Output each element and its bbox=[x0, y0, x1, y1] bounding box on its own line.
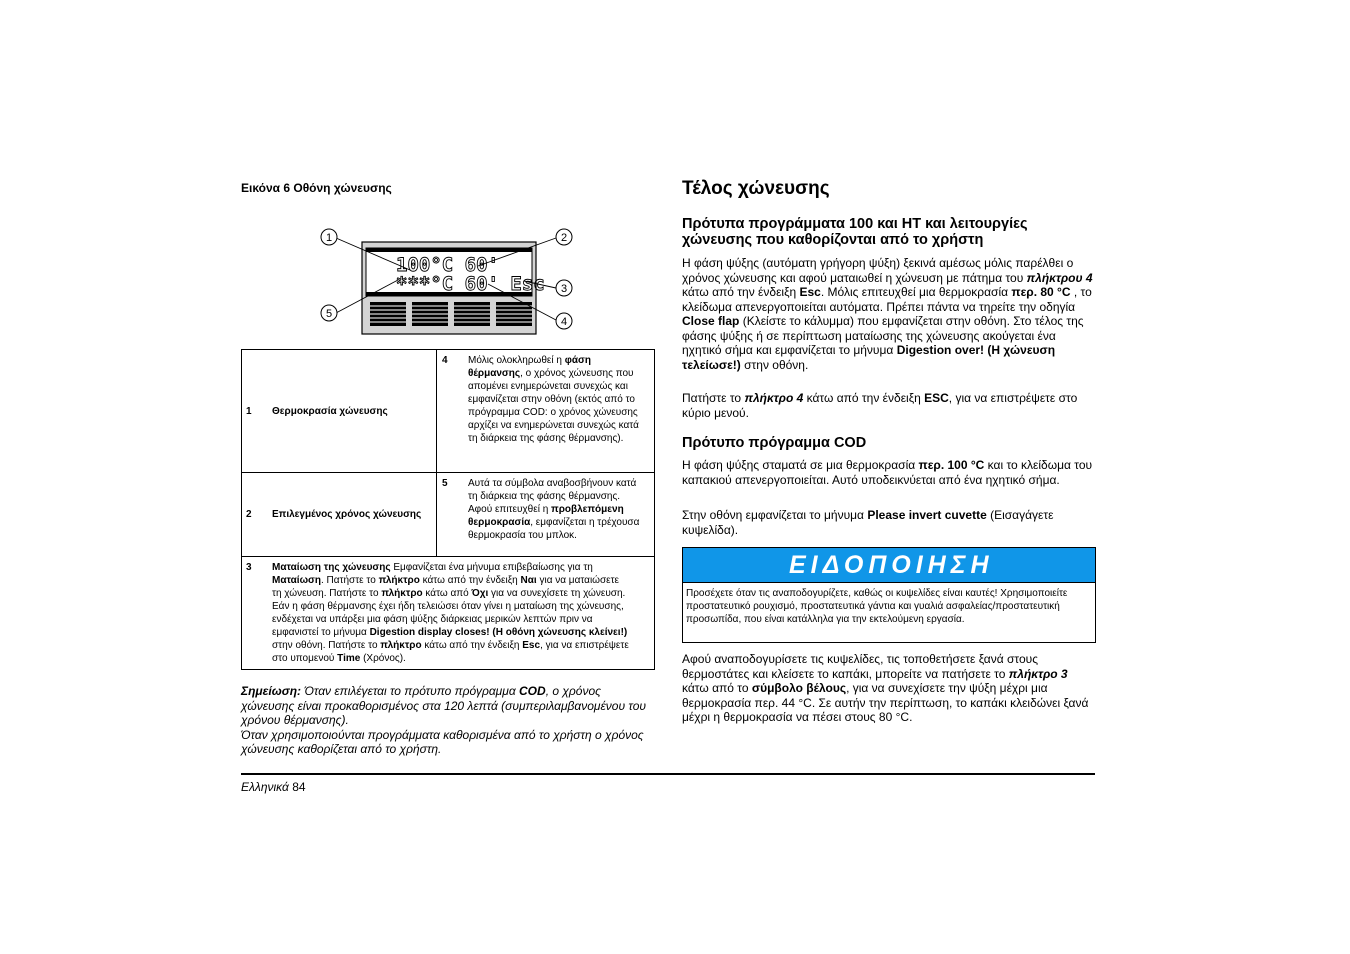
note: Σημείωση: Όταν επιλέγεται το πρότυπο πρόγραμμα COD, ο χρόνος χώνευσης είναι προκαθορισμένος στα 120 λεπτά (συμπεριλαμβανομένου του χρόνου θέρμανσης). Όταν χρησιμοποιούνται προγράμματα καθορισμένα από το χρήστη ο χρόνος χώνευσης καθορίζεται από το χρήστη. bbox=[241, 684, 646, 756]
legend-num: 1 bbox=[242, 350, 269, 473]
lcd-diagram bbox=[318, 226, 578, 336]
paragraph-2: Πατήστε το πλήκτρο 4 κάτω από την ένδειξη ESC, για να επιστρέψετε στο κύριο μενού. bbox=[682, 391, 1078, 420]
lcd-line2: ***°C 60' Esc bbox=[396, 273, 545, 295]
footer-rule bbox=[241, 773, 1095, 775]
svg-text:3: 3 bbox=[560, 283, 568, 295]
legend-label: Θερμοκρασία χώνευσης bbox=[268, 350, 437, 473]
paragraph-1: Η φάση ψύξης (αυτόματη γρήγορη ψύξη) ξεκινά αμέσως μόλις παρέλθει ο χρόνος χώνευσης και αφού ματαιωθεί η χώνευση με πάτημα του πλήκτρου 4 κάτω από την ένδειξη Esc. Μόλις επιτευχθεί μια θερμοκρασία περ. 80 °C , το κλείδωμα απενεργοποιείται αυτόματα. Πρέπει πάντα να τηρείτε την οδηγία Close flap (Κλείστε το κάλυμμα) που εμφανίζεται στην οθόνη. Στο τέλος της φάσης ψύξης ή σε περίπτωση ματαίωσης της χώνευσης ακούγεται ένα ηχητικό σήμα και εμφανίζεται το μήνυμα Digestion over! (Η χώνευση τελείωσε!) στην οθόνη. bbox=[682, 256, 1093, 372]
legend-num: 2 bbox=[242, 473, 269, 557]
callout-5 bbox=[321, 305, 337, 321]
section-title: Τέλος χώνευσης bbox=[682, 178, 830, 199]
footer bbox=[241, 780, 306, 794]
svg-text:4: 4 bbox=[560, 316, 568, 328]
callout-4 bbox=[556, 313, 572, 329]
lcd-keys bbox=[370, 302, 532, 326]
page-number: 84 bbox=[292, 780, 306, 794]
legend-text: Αυτά τα σύμβολα αναβοσβήνουν κατά τη διάρκεια της φάσης θέρμανσης. Αφού επιτευχθεί η προβλεπόμενη θερμοκρασία, εμφανίζεται η τρέχουσα θερμοκρασία του μπλοκ. bbox=[464, 473, 655, 557]
paragraph-4: Στην οθόνη εμφανίζεται το μήνυμα Please invert cuvette (Εισαγάγετε κυψελίδα). bbox=[682, 508, 1054, 537]
legend-label: Επιλεγμένος χρόνος χώνευσης bbox=[268, 473, 437, 557]
warning-text: Προσέχετε όταν τις αναποδογυρίζετε, καθώς οι κυψελίδες είναι καυτές! Χρησιμοποιείτε προστατευτικό ρουχισμό, προστατευτικά γάντια και γυαλιά ασφαλείας/προστατευτική προσωπίδα, που είναι κατάλληλα για την εκτελούμενη εργασία. bbox=[686, 588, 1068, 625]
lcd-line1: 100°C 60' bbox=[396, 254, 499, 276]
legend-num: 5 bbox=[437, 473, 465, 557]
legend-num: 4 bbox=[437, 350, 465, 473]
legend-num: 3 bbox=[242, 557, 269, 670]
paragraph-5: Αφού αναποδογυρίσετε τις κυψελίδες, τις τοποθετήσετε ξανά στους θερμοστάτες και κλείσετε το καπάκι, μπορείτε να πατήσετε το πλήκτρο 3 κάτω από το σύμβολο βέλους, για να συνεχίσετε την ψύξη μέχρι μια θερμοκρασία περ. 44 °C. Σε αυτήν την περίπτωση, το καπάκι κλειδώνει ξανά μέχρι η θερμοκρασία να πέσει στους 80 °C. bbox=[682, 652, 1089, 724]
subsection-title-cod: Πρότυπο πρόγραμμα COD bbox=[682, 435, 867, 451]
legend-table bbox=[241, 349, 655, 670]
table-row bbox=[242, 473, 655, 557]
legend-text: Ματαίωση της χώνευσης Εμφανίζεται ένα μήνυμα επιβεβαίωσης για τη Ματαίωση. Πατήστε το πλήκτρο κάτω από την ένδειξη Ναι για να ματαιώσετε τη χώνευση. Πατήστε το πλήκτρο κάτω από Όχι για να συνεχίσετε τη χώνευση. Εάν η φάση θέρμανσης έχει ήδη τελειώσει όταν γίνει η ματαίωση της χώνευσης, ενδέχεται να υπάρξει μια φάση ψύξης διάρκειας μερικών λεπτών πριν να εμφανιστεί το μήνυμα Digestion display closes! (Η οθόνη χώνευσης κλείνει!) στην οθόνη. Πατήστε το πλήκτρο κάτω από την ένδειξη Esc, για να επιστρέψετε στο υπομενού Time (Χρόνος). bbox=[268, 557, 655, 670]
paragraph-3: Η φάση ψύξης σταματά σε μια θερμοκρασία περ. 100 °C και το κλείδωμα του καπακιού απενεργοποιείται. Αυτό υποδεικνύεται από ένα ηχητικό σήμα. bbox=[682, 458, 1093, 487]
legend-text: Μόλις ολοκληρωθεί η φάση θέρμανσης, ο χρόνος χώνευσης που απομένει ενημερώνεται συνεχώς και εμφανίζεται στην οθόνη (εκτός από το πρόγραμμα COD: ο χρόνος χώνευσης αρχίζει να ενημερώνεται συνεχώς κατά τη διάρκεια της φάσης θέρμανσης). bbox=[464, 350, 655, 473]
table-row bbox=[242, 350, 655, 473]
figure-caption: Εικόνα 6 Οθόνη χώνευσης bbox=[241, 181, 392, 195]
svg-text:2: 2 bbox=[560, 232, 568, 244]
lcd-figure bbox=[318, 226, 578, 336]
callout-1 bbox=[321, 229, 337, 245]
svg-text:1: 1 bbox=[325, 232, 333, 244]
svg-text:5: 5 bbox=[325, 308, 333, 320]
subsection-title: Πρότυπα προγράμματα 100 και HT και λειτουργίες χώνευσης που καθορίζονται από το χρήστη bbox=[682, 216, 1028, 248]
warning-title: ΕΙΔΟΠΟΙΗΣΗ bbox=[683, 548, 1095, 583]
callout-3 bbox=[556, 280, 572, 296]
footer-lang: Ελληνικά bbox=[241, 780, 289, 794]
warning-box bbox=[682, 547, 1096, 643]
callout-2 bbox=[556, 229, 572, 245]
table-row bbox=[242, 557, 655, 670]
